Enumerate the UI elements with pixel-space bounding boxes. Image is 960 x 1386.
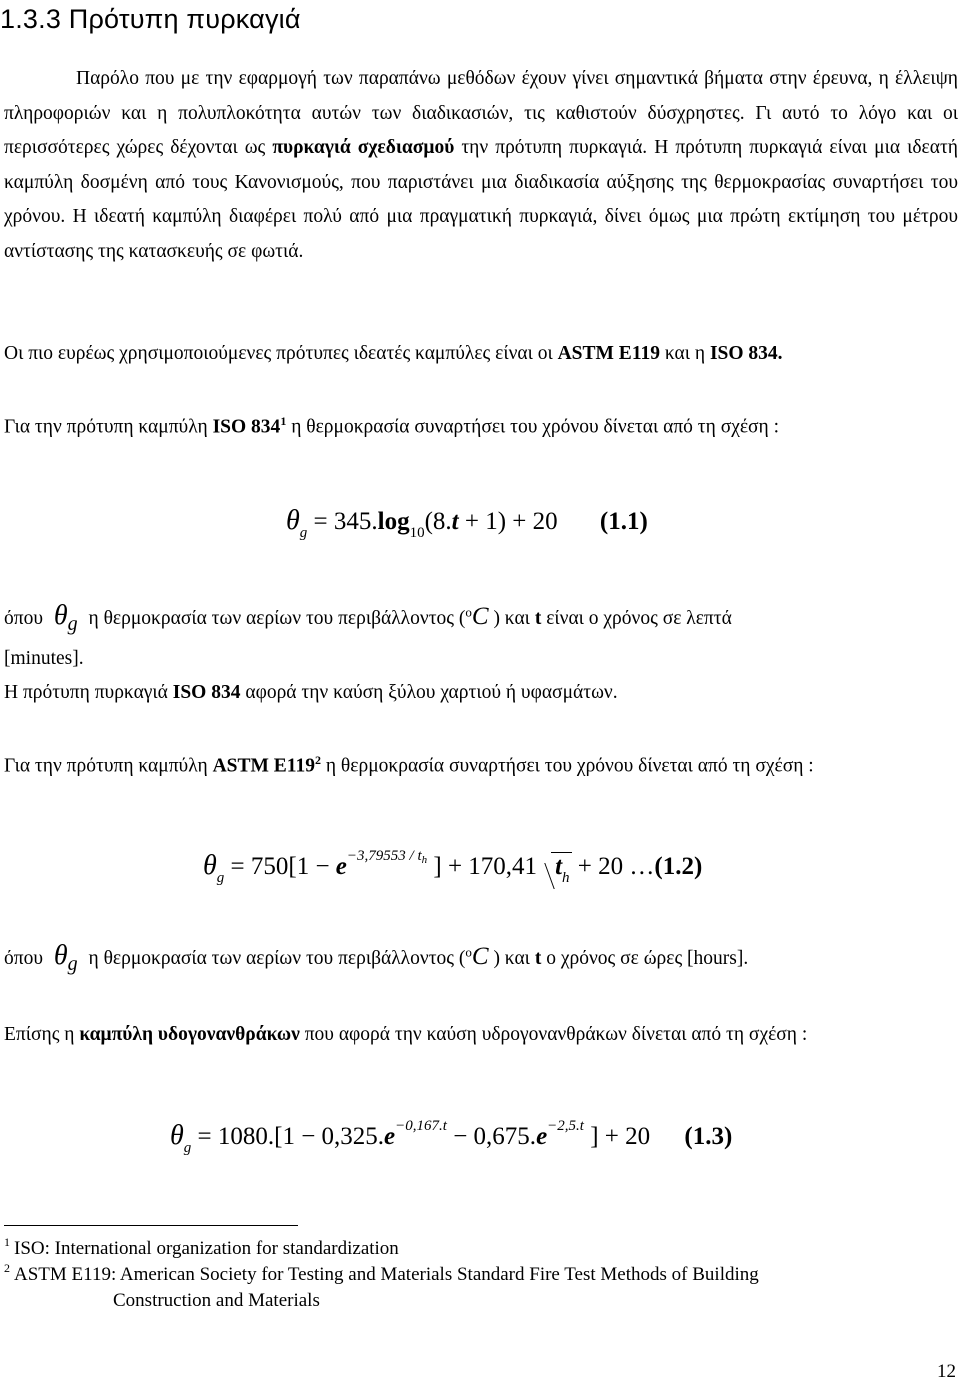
equation-number: (1.3) — [684, 1123, 733, 1150]
footnote-2 — [4, 1261, 759, 1286]
subscript: g — [67, 953, 78, 975]
footnote-mark: 2 — [4, 1261, 10, 1275]
text: την πρότυπη πυρκαγιά. Η πρότυπη πυρκαγιά είναι μια ιδεατή καμπύλη δοσμένη από τους Κανονισμούς, που παριστάνει μια διαδικασία αύξησης της θερμοκρασίας συναρτήσει του χρόνου. Η ιδεατή καμπύλη διαφέρει πολύ από μια πραγματική πυρκαγιά, δίνει όμως μια πρώτη εκτίμηση του μέτρου αντίστασης της κατασκευής σε φωτιά. — [4, 137, 958, 262]
variable-t: t — [451, 508, 459, 535]
subscript: g — [67, 613, 78, 635]
text: Οι πιο ευρέως χρησιμοποιούμενες πρότυπες ιδεατές καμπύλες είναι οι — [4, 343, 558, 364]
section-heading: 1.3.3 Πρότυπη πυρκαγιά — [0, 4, 301, 34]
formula-part: = 750[1 − — [224, 853, 336, 880]
subscript: g — [183, 1140, 192, 1156]
variable-t: t — [534, 608, 542, 629]
paragraph-intro — [4, 62, 958, 270]
formula-part: ] + 20 — [583, 1123, 651, 1150]
log-operator: log — [377, 508, 410, 535]
subscript: g — [299, 525, 308, 541]
text: η θερμοκρασία των αερίων του περιβάλλοντος ( — [83, 608, 466, 629]
subscript: g — [216, 870, 225, 886]
text: Παρόλο που με την εφαρμογή των παραπάνω μεθόδων έχουν γίνει σημαντικά βήματα στην έρευνα, η έλλειψη πληροφοριών και η πολυπλοκότητα αυτών των διαδικασιών, τις καθιστούν δύσχρηστες. Γι αυτό το λόγο και οι περισσότερες χώρες δέχονται ως — [4, 68, 958, 159]
text: η θερμοκρασία των αερίων του περιβάλλοντος ( — [83, 948, 466, 969]
text: αφορά την καύση ξύλου χαρτιού ή υφασμάτων. — [240, 682, 618, 703]
theta-symbol: θ — [53, 600, 68, 631]
exponent: −3,79553 / t — [346, 848, 422, 864]
paragraph-curves — [4, 337, 958, 372]
exp-e: e — [536, 1123, 548, 1150]
theta-symbol: θ — [170, 1120, 184, 1151]
theta-symbol: θ — [286, 505, 300, 536]
footnote-ref: 1 — [280, 414, 287, 428]
footnote-2-cont: Construction and Materials — [113, 1290, 320, 1311]
footnote-text: ASTM E119: American Society for Testing and Materials Standard Fire Test Methods of Building — [14, 1264, 759, 1285]
equation-number: (1.1) — [599, 508, 648, 535]
text: όπου — [4, 608, 48, 629]
equation-1-1 — [286, 505, 648, 541]
where-line-1 — [4, 600, 958, 635]
variable-t: t — [555, 853, 563, 880]
where-line-1b: [minutes]. — [4, 648, 84, 669]
equation-1-2 — [203, 848, 703, 886]
formula-part: (8. — [424, 508, 452, 535]
bold-term: πυρκαγιά σχεδιασμού — [272, 137, 455, 159]
equation-number: (1.2) — [654, 853, 703, 880]
exponent: −0,167.t — [395, 1118, 447, 1134]
text: ο χρόνος σε ώρες [hours]. — [541, 948, 749, 969]
exp-e: e — [335, 853, 347, 880]
bold-term: καμπύλη υδογονανθράκων — [79, 1024, 300, 1045]
exponent: −2,5.t — [547, 1118, 584, 1134]
sqrt — [551, 852, 571, 886]
formula-part: = 1080.[1 − 0,325. — [191, 1123, 385, 1150]
text: όπου — [4, 948, 48, 969]
where-line-2 — [4, 940, 749, 975]
bold-term: ASTM E119 — [557, 343, 660, 364]
bold-term: ISO 834. — [709, 343, 783, 364]
text: και η — [660, 343, 710, 364]
footnote-mark: 1 — [4, 1235, 10, 1249]
celsius-c: C — [471, 603, 489, 630]
footnote-text: ISO: International organization for standardization — [14, 1238, 399, 1259]
bold-term: ISO 834 — [212, 416, 281, 438]
bold-term: ISO 834 — [172, 682, 241, 703]
text: Για την πρότυπη καμπύλη — [4, 755, 213, 777]
formula-part: ] + 170,41 — [427, 853, 538, 880]
formula-part: + 1) + 20 — [458, 508, 558, 535]
theta-symbol: θ — [53, 940, 68, 971]
text: ) και — [488, 608, 535, 629]
celsius-c: C — [471, 943, 489, 970]
theta-symbol: θ — [203, 850, 217, 881]
text: Επίσης η — [4, 1024, 80, 1045]
paragraph-iso-fuel — [4, 682, 618, 704]
text: είναι ο χρόνος σε λεπτά — [541, 608, 732, 629]
page-number: 12 — [937, 1361, 956, 1382]
paragraph-hydrocarbon — [4, 1018, 958, 1053]
text: η θερμοκρασία συναρτήσει του χρόνου δίνεται από τη σχέση : — [286, 416, 780, 438]
footnote-1 — [4, 1235, 399, 1260]
formula-part: = 345. — [307, 508, 378, 535]
equation-1-3 — [170, 1118, 733, 1156]
degree-o: o — [465, 944, 472, 960]
paragraph-iso — [4, 404, 958, 445]
exponent-sub: h — [421, 854, 428, 866]
formula-part: − 0,675. — [446, 1123, 537, 1150]
text: Η πρότυπη πυρκαγιά — [4, 682, 173, 703]
variable-t: t — [534, 948, 542, 969]
text: Για την πρότυπη καμπύλη — [4, 416, 213, 438]
degree-o: o — [465, 604, 472, 620]
text: η θερμοκρασία συναρτήσει του χρόνου δίνεται από τη σχέση : — [320, 755, 814, 777]
subscript: h — [562, 870, 570, 886]
text: που αφορά την καύση υδρογονανθράκων δίνεται από τη σχέση : — [299, 1024, 808, 1045]
text: ) και — [488, 948, 535, 969]
subscript: 10 — [409, 525, 425, 541]
paragraph-astm — [4, 743, 958, 784]
formula-part: + 20 … — [571, 853, 655, 880]
footnote-ref: 2 — [314, 753, 321, 767]
exp-e: e — [384, 1123, 396, 1150]
footnote-divider — [4, 1225, 298, 1226]
bold-term: ASTM E119 — [212, 755, 315, 777]
